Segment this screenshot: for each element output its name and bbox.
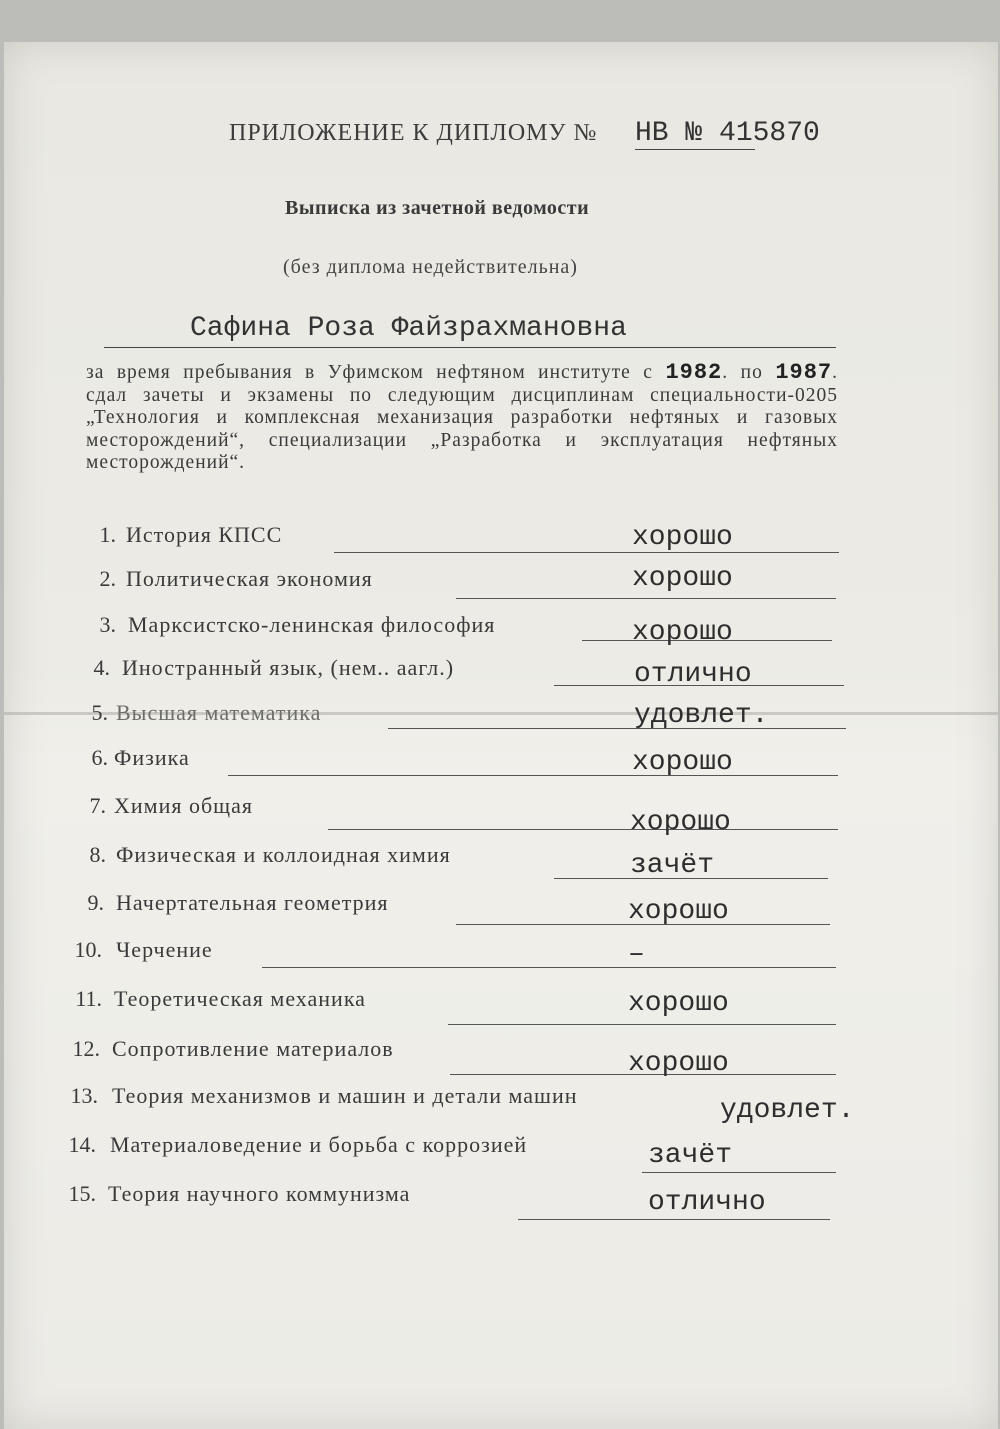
- start-year: 1982: [665, 360, 723, 385]
- subject-name: Материаловедение и борьба с коррозией: [110, 1132, 528, 1157]
- grade-value: зачёт: [630, 850, 715, 881]
- grade-line: [262, 967, 836, 968]
- subject-row-14: [56, 1132, 846, 1172]
- subject-row-13: [58, 1083, 878, 1126]
- subject-number: 13.: [70, 1083, 98, 1108]
- name-underline: [104, 347, 836, 348]
- subject-row-5: [68, 700, 846, 740]
- subject-number: 12.: [72, 1036, 100, 1061]
- document-subtitle: Выписка из зачетной ведомости: [285, 197, 590, 219]
- grade-line: [456, 598, 836, 599]
- subject-name: Теоретическая механика: [114, 986, 366, 1011]
- grade-value: отлично: [648, 1187, 766, 1218]
- grade-value: хорошо: [630, 807, 731, 838]
- subject-row-2: [76, 563, 846, 606]
- end-year: 1987: [775, 360, 833, 385]
- subject-row-6: [68, 745, 846, 785]
- grade-value: хорошо: [632, 617, 733, 648]
- grade-value: отлично: [634, 659, 752, 690]
- student-name: Сафина Роза Файзрахмановна: [190, 313, 627, 344]
- subject-number: 3.: [99, 612, 116, 637]
- intro-paragraph: [86, 362, 838, 475]
- grade-line: [448, 1024, 836, 1025]
- subject-row-1: [76, 522, 846, 562]
- subject-name: Политическая экономия: [126, 566, 373, 591]
- subject-row-10: [62, 937, 846, 977]
- intro-text-2: . по: [722, 362, 776, 383]
- subject-number: 9.: [87, 890, 104, 915]
- grade-value: удовлет.: [634, 700, 769, 731]
- grade-line: [328, 829, 838, 830]
- subject-row-11: [62, 986, 846, 1026]
- subject-name: Сопротивление материалов: [112, 1036, 394, 1061]
- subject-name: Иностранный язык, (нем.. аагл.): [122, 655, 455, 680]
- intro-text-3: . сдал зачеты и экзамены по следующим дисциплинам специальности-0205 „Технология и комплексная механизация разработки нефтяных и газовых месторождений“, специализации „Разработка и эксплуатация нефтяных месторождений“.: [86, 362, 838, 473]
- grade-line: [334, 552, 839, 553]
- subject-number: 10.: [74, 937, 102, 962]
- subject-name: История КПСС: [126, 522, 283, 547]
- diploma-number: НВ № 415870: [635, 118, 820, 149]
- subject-row-3: [76, 612, 846, 652]
- grade-value: хорошо: [628, 1048, 729, 1079]
- subject-number: 7.: [89, 793, 106, 818]
- subject-number: 6.: [91, 745, 108, 770]
- subject-name: Марксистско-ленинская философия: [128, 612, 496, 637]
- grade-value: зачёт: [648, 1140, 733, 1171]
- subject-name: Теория механизмов и машин и детали машин: [112, 1083, 578, 1108]
- subject-name: Черчение: [116, 937, 213, 962]
- grade-value: хорошо: [632, 563, 733, 594]
- subject-row-7: [66, 793, 846, 838]
- grade-value: удовлет.: [720, 1095, 855, 1126]
- grade-line: [518, 1219, 830, 1220]
- grade-value: хорошо: [628, 896, 729, 927]
- subject-row-8: [66, 842, 846, 882]
- subject-number: 5.: [91, 700, 108, 725]
- subject-number: 8.: [89, 842, 106, 867]
- intro-text-1: за время пребывания в Уфимском нефтяном институте с: [86, 362, 666, 383]
- subject-number: 11.: [75, 986, 102, 1011]
- subject-number: 15.: [68, 1181, 96, 1206]
- grade-line: [228, 775, 838, 776]
- subject-number: 2.: [99, 566, 116, 591]
- subject-name: Химия общая: [114, 793, 253, 818]
- grade-value: хорошо: [628, 988, 729, 1019]
- document-title: ПРИЛОЖЕНИЕ К ДИПЛОМУ №: [229, 120, 598, 146]
- subject-number: 4.: [93, 655, 110, 680]
- grade-line: [388, 728, 846, 729]
- validity-note: (без диплома недействительна): [283, 256, 578, 278]
- subject-row-9: [64, 890, 846, 930]
- subject-name: Физика: [114, 745, 190, 770]
- subject-number: 14.: [68, 1132, 96, 1157]
- grade-value: хорошо: [632, 747, 733, 778]
- subject-name: Физическая и коллоидная химия: [116, 842, 451, 867]
- subject-name: Теория научного коммунизма: [108, 1181, 411, 1206]
- subject-number: 1.: [99, 522, 116, 547]
- grade-value: хорошо: [632, 522, 733, 553]
- subject-row-12: [60, 1036, 846, 1079]
- grade-line: [642, 1172, 836, 1173]
- subject-row-15: [56, 1181, 846, 1221]
- subject-name: Начертательная геометрия: [116, 890, 389, 915]
- subject-name: Высшая математика: [116, 700, 322, 725]
- subject-row-4: [70, 655, 846, 695]
- grade-value: –: [628, 939, 645, 970]
